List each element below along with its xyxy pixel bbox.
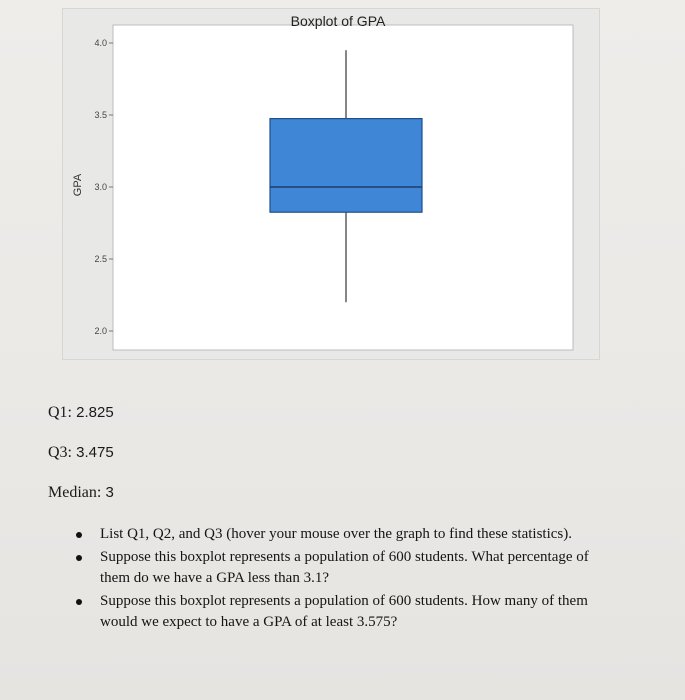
task-text: Suppose this boxplot represents a population of 600 students. How many of them would we expect to have a GPA of at least 3.575? xyxy=(100,593,588,630)
median-label: Median: xyxy=(48,484,102,501)
y-tick-label: 2.5 xyxy=(94,254,107,264)
task-item xyxy=(72,524,592,545)
q1-label: Q1: xyxy=(48,404,72,421)
median-value: 3 xyxy=(105,484,114,501)
q3-stat xyxy=(48,444,114,462)
y-tick-label: 3.5 xyxy=(94,110,107,120)
boxplot-chart[interactable] xyxy=(62,8,600,360)
chart-svg[interactable] xyxy=(63,9,599,359)
q1-stat xyxy=(48,404,114,422)
y-tick-label: 2.0 xyxy=(94,326,107,336)
bullet-icon xyxy=(76,532,82,538)
bullet-icon xyxy=(76,599,82,605)
task-text: List Q1, Q2, and Q3 (hover your mouse over the graph to find these statistics). xyxy=(100,526,572,542)
y-tick-label: 3.0 xyxy=(94,182,107,192)
chart-title: Boxplot of GPA xyxy=(290,13,386,29)
q1-value: 2.825 xyxy=(76,404,114,421)
iqr-box xyxy=(270,119,422,213)
q3-value: 3.475 xyxy=(76,444,114,461)
q3-label: Q3: xyxy=(48,444,72,461)
bullet-icon xyxy=(76,555,82,561)
task-text: Suppose this boxplot represents a population of 600 students. What percentage of them do we have a GPA less than 3.1? xyxy=(100,549,589,586)
y-axis-label: GPA xyxy=(72,173,84,197)
y-tick-label: 4.0 xyxy=(94,38,107,48)
task-item xyxy=(72,591,592,633)
task-list xyxy=(72,524,592,635)
median-stat xyxy=(48,484,114,502)
task-item xyxy=(72,547,592,589)
